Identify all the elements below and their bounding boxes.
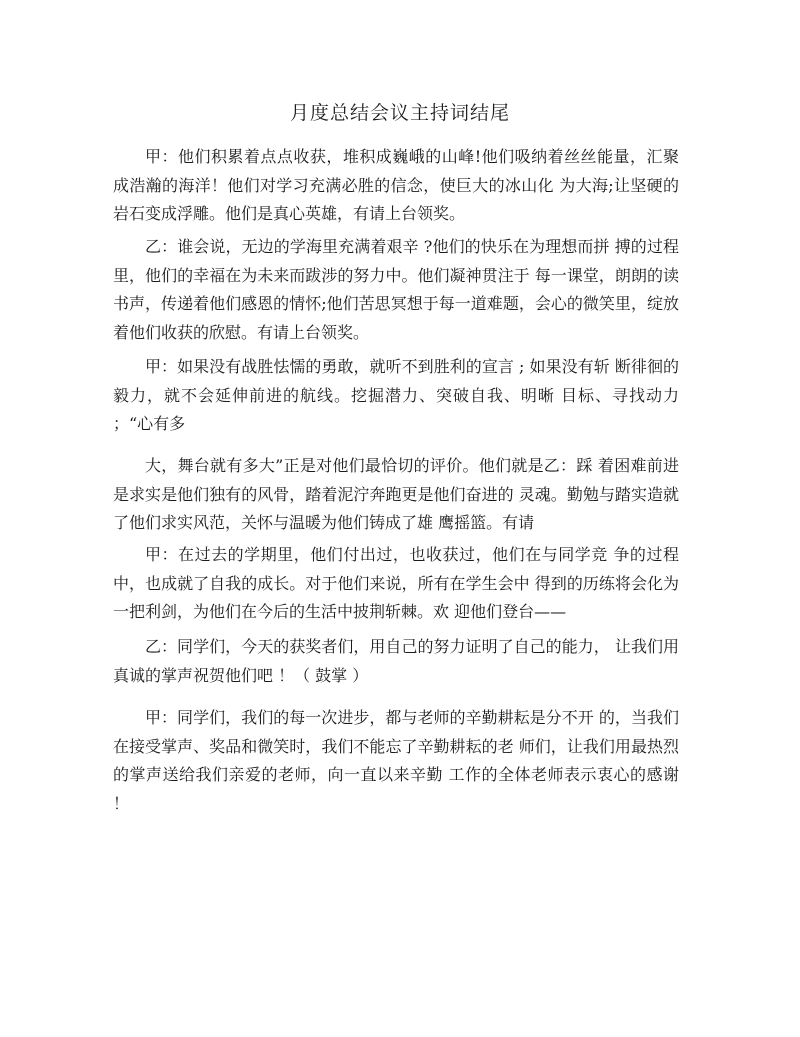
document-title: 月度总结会议主持词结尾 [289, 102, 510, 124]
paragraph-5: 甲：在过去的学期里，他们付出过，也收获过，他们在与同学竞 争的过程中，也成就了自我的成长。对于他们来说，所有在学生会中 得到的历练将会化为一把利剑，为他们在今后的生活中披荆斩棘。欢 迎他们登台—— [113, 545, 679, 621]
paragraph-3: 甲：如果没有战胜怯懦的勇敢，就听不到胜利的宣言 ; 如果没有斩 断徘徊的毅力，就不会延伸前进的航线。挖掘潜力、突破自我、明晰 目标、寻找动力 ；“心有多 [113, 357, 679, 433]
paragraph-7: 甲：同学们，我们的每一次进步，都与老师的辛勤耕耘是分不开 的，当我们在接受掌声、奖品和微笑时，我们不能忘了辛勤耕耘的老 师们，让我们用最热烈的掌声送给我们亲爱的老师，向一直以来辛勤 工作的全体老师表示衷心的感谢 ！ [113, 708, 679, 813]
paragraph-4: 大，舞台就有多大”正是对他们最恰切的评价。他们就是乙：踩 着困难前进是求实是他们独有的风骨，踏着泥泞奔跑更是他们奋进的 灵魂。勤勉与踏实造就了他们求实风范，关怀与温暖为他们铸成了雄 鹰摇篮。有请 [113, 456, 679, 532]
paragraph-1: 甲：他们积累着点点收获，堆积成巍峨的山峰!他们吸纳着丝丝能量，汇聚成浩瀚的海洋！他们对学习充满必胜的信念，使巨大的冰山化 为大海;让坚硬的岩石变成浮雕。他们是真心英雄，有请上台领奖。 [113, 147, 679, 223]
paragraph-2: 乙：谁会说，无边的学海里充满着艰辛 ?他们的快乐在为理想而拼 搏的过程里，他们的幸福在为未来而跋涉的努力中。他们凝神贯注于 每一课堂，朗朗的读书声，传递着他们感恩的情怀;他们苦思冥想于每一道难题，会心的微笑里，绽放着他们收获的欣慰。有请上台领奖。 [113, 237, 679, 342]
paragraph-6: 乙：同学们，今天的获奖者们，用自己的努力证明了自己的能力， 让我们用真诚的掌声祝贺他们吧 ！（ 鼓掌 ） [113, 637, 679, 685]
